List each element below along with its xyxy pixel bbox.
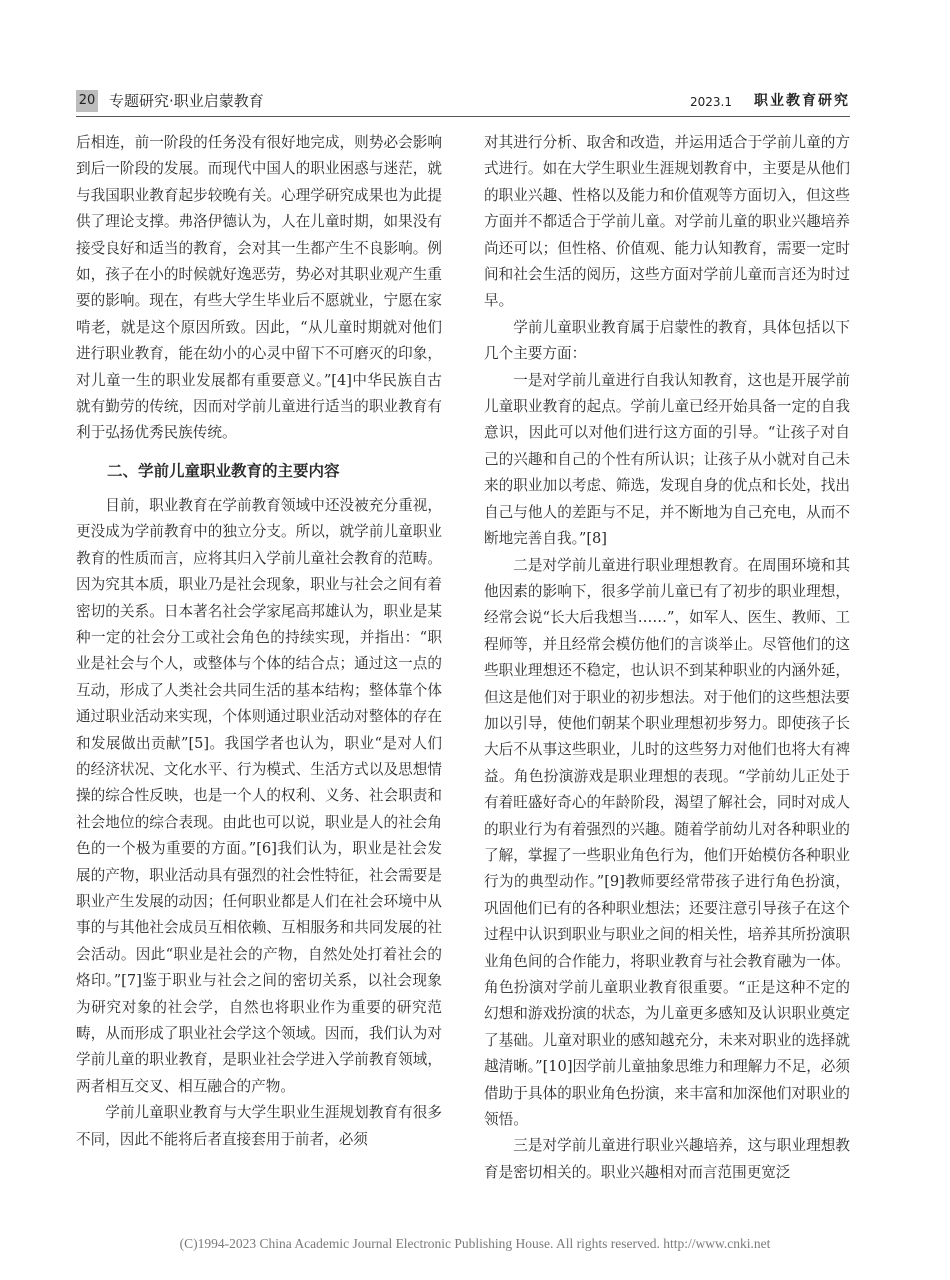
page-number: 20 xyxy=(76,90,98,112)
paragraph: 目前，职业教育在学前教育领域中还没被充分重视，更没成为学前教育中的独立分支。所以，就学前儿童职业教育的性质而言，应将其归入学前儿童社会教育的范畴。因为究其本质，职业乃是社会现象，职业与社会之间有着密切的关系。日本著名社会学家尾高邦雄认为，职业是某种一定的社会分工或社会角色的持续实现，并指出：“职业是社会与个人，或整体与个体的结合点；通过这一点的互动，形成了人类社会共同生活的基本结构；整体靠个体通过职业活动来实现，个体则通过职业活动对整体的存在和发展做出贡献”[5]。我国学者也认为，职业“是对人们的经济状况、文化水平、行为模式、生活方式以及思想情操的综合性反映，也是一个人的权利、义务、社会职责和社会地位的综合表现。由此也可以说，职业是人的社会角色的一个极为重要的方面。”[6]我们认为，职业是社会发展的产物，职业活动具有强烈的社会性特征，社会需要是职业产生发展的动因；任何职业都是人们在社会环境中从事的与其他社会成员互相依赖、互相服务和共同发展的社会活动。因此“职业是社会的产物，自然处处打着社会的烙印。”[7]鉴于职业与社会之间的密切关系，以社会现象为研究对象的社会学，自然也将职业作为重要的研究范畴，从而形成了职业社会学这个领域。因而，我们认为对学前儿童的职业教育，是职业社会学进入学前教育领域，两者相互交叉、相互融合的产物。 xyxy=(76,496,442,1095)
paragraph: 对其进行分析、取舍和改造，并运用适合于学前儿童的方式进行。如在大学生职业生涯规划教育中，主要是从他们的职业兴趣、性格以及能力和价值观等方面切入，但这些方面并不都适合于学前儿童。对学前儿童的职业兴趣培养尚还可以；但性格、价值观、能力认知教育，需要一定时间和社会生活的阅历，这些方面对学前儿童而言还为时过早。 xyxy=(484,134,850,310)
paragraph: 学前儿童职业教育与大学生职业生涯规划教育有很多不同，因此不能将后者直接套用于前者，必须 xyxy=(76,1104,442,1148)
section-heading: 二、学前儿童职业教育的主要内容 xyxy=(107,461,340,480)
paragraph: 三是对学前儿童进行职业兴趣培养，这与职业理想教育是密切相关的。职业兴趣相对而言范围更宽泛 xyxy=(484,1137,850,1181)
copyright-footer: (C)1994-2023 China Academic Journal Electronic Publishing House. All rights reserved. http://www.cnki.net xyxy=(179,1236,771,1251)
paragraph: 一是对学前儿童进行自我认知教育，这也是开展学前儿童职业教育的起点。学前儿童已经开始具备一定的自我意识，因此可以对他们进行这方面的引导。“让孩子对自己的兴趣和自己的个性有所认识；让孩子从小就对自己未来的职业加以考虑、筛选，发现自身的优点和长处，找出自己与他人的差距与不足，并不断地为自己充电，从而不断地完善自我。”[8] xyxy=(484,371,850,548)
journal-title: 职业教育研究 xyxy=(754,93,850,109)
section-title: 专题研究·职业启蒙教育 xyxy=(109,92,264,110)
paragraph: 后相连，前一阶段的任务没有很好地完成，则势必会影响到后一阶段的发展。而现代中国人的职业困惑与迷茫，就与我国职业教育起步较晚有关。心理学研究成果也为此提供了理论支撑。弗洛伊德认为，人在儿童时期，如果没有接受良好和适当的教育，会对其一生都产生不良影响。例如，孩子在小的时候就好逸恶劳，势必对其职业观产生重要的影响。现在，有些大学生毕业后不愿就业，宁愿在家啃老，就是这个原因所致。因此，“从儿童时期就对他们进行职业教育，能在幼小的心灵中留下不可磨灭的印象，对儿童一生的职业发展都有重要意义。”[4]中华民族自古就有勤劳的传统，因而对学前儿童进行适当的职业教育有利于弘扬优秀民族传统。 xyxy=(76,134,442,442)
left-column xyxy=(76,130,442,1153)
issue-number: 2023.1 xyxy=(690,95,732,109)
page-header xyxy=(76,88,850,116)
paragraph: 二是对学前儿童进行职业理想教育。在周围环境和其他因素的影响下，很多学前儿童已有了初步的职业理想，经常会说“长大后我想当……”，如军人、医生、教师、工程师等，并且经常会模仿他们的言谈举止。尽管他们的这些职业理想还不稳定，也认识不到某种职业的内涵外延，但这是他们对于职业的初步想法。对于他们的这些想法要加以引导，使他们朝某个职业理想初步努力。即使孩子长大后不从事这些职业，儿时的这些努力对他们也将大有裨益。角色扮演游戏是职业理想的表现。“学前幼儿正处于有着旺盛好奇心的年龄阶段，渴望了解社会，同时对成人的职业行为有着强烈的兴趣。随着学前幼儿对各种职业的了解，掌握了一些职业角色行为，他们开始模仿各种职业行为的典型动作。”[9]教师要经常带孩子进行角色扮演，巩固他们已有的各种职业想法；还要注意引导孩子在这个过程中认识到职业与职业之间的相关性，培养其所扮演职业角色间的合作能力，将职业教育与社会教育融为一体。角色扮演对学前儿童职业教育很重要。“正是这种不定的幻想和游戏扮演的状态，为儿童更多感知及认识职业奠定了基础。儿童对职业的感知越充分，未来对职业的选择就越清晰。”[10]因学前儿童抽象思维力和理解力不足，必须借助于具体的职业角色扮演，来丰富和加深他们对职业的领悟。 xyxy=(484,556,850,1129)
right-column xyxy=(484,130,850,1186)
header-rule xyxy=(76,116,850,117)
paragraph: 学前儿童职业教育属于启蒙性的教育，具体包括以下几个主要方面： xyxy=(484,318,850,363)
